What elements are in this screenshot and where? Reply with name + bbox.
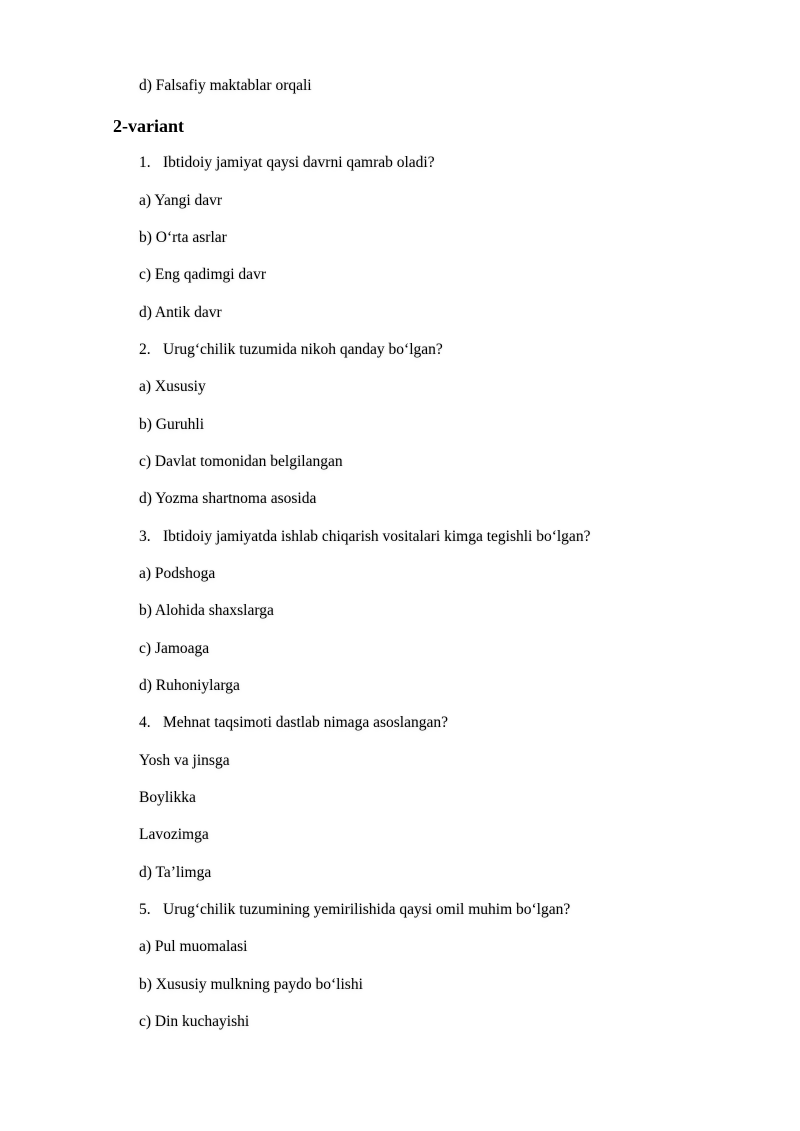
option-3a: a) Podshoga (139, 565, 216, 582)
question-number: 2. (139, 341, 151, 358)
question-4 (139, 714, 448, 732)
question-text: Mehnat taqsimoti dastlab nimaga asoslangan? (163, 714, 448, 731)
question-text: Ibtidoiy jamiyatda ishlab chiqarish vositalari kimga tegishli bo‘lgan? (163, 528, 591, 545)
option-2b: b) Guruhli (139, 416, 205, 433)
option-4c: Lavozimga (139, 826, 209, 843)
question-text: Ibtidoiy jamiyat qaysi davrni qamrab oladi? (163, 154, 435, 171)
option-3b: b) Alohida shaxslarga (139, 602, 274, 619)
option-4a: Yosh va jinsga (139, 752, 230, 769)
question-text: Urug‘chilik tuzumida nikoh qanday bo‘lgan? (163, 341, 443, 358)
option-1d: d) Antik davr (139, 304, 222, 321)
option-1b: b) O‘rta asrlar (139, 229, 227, 246)
question-number: 5. (139, 901, 151, 918)
option-5c: c) Din kuchayishi (139, 1013, 250, 1030)
option-2d: d) Yozma shartnoma asosida (139, 490, 317, 507)
section-title: 2-variant (113, 116, 184, 136)
question-1 (139, 154, 435, 172)
option-5a: a) Pul muomalasi (139, 938, 248, 955)
question-text: Urug‘chilik tuzumining yemirilishida qaysi omil muhim bo‘lgan? (163, 901, 571, 918)
option-3c: c) Jamoaga (139, 640, 210, 657)
question-number: 3. (139, 528, 151, 545)
question-2 (139, 341, 443, 359)
option-2c: c) Davlat tomonidan belgilangan (139, 453, 343, 470)
option-4d: d) Ta’limga (139, 864, 212, 881)
question-3 (139, 528, 590, 546)
option-1c: c) Eng qadimgi davr (139, 266, 266, 283)
option-2a: a) Xususiy (139, 378, 206, 395)
question-number: 1. (139, 154, 151, 171)
question-5 (139, 901, 570, 919)
option-5b: b) Xususiy mulkning paydo bo‘lishi (139, 976, 363, 993)
option-1a: a) Yangi davr (139, 192, 223, 209)
question-number: 4. (139, 714, 151, 731)
option-3d: d) Ruhoniylarga (139, 677, 240, 694)
option-4b: Boylikka (139, 789, 196, 806)
previous-answer-option: d) Falsafiy maktablar orqali (139, 77, 312, 94)
